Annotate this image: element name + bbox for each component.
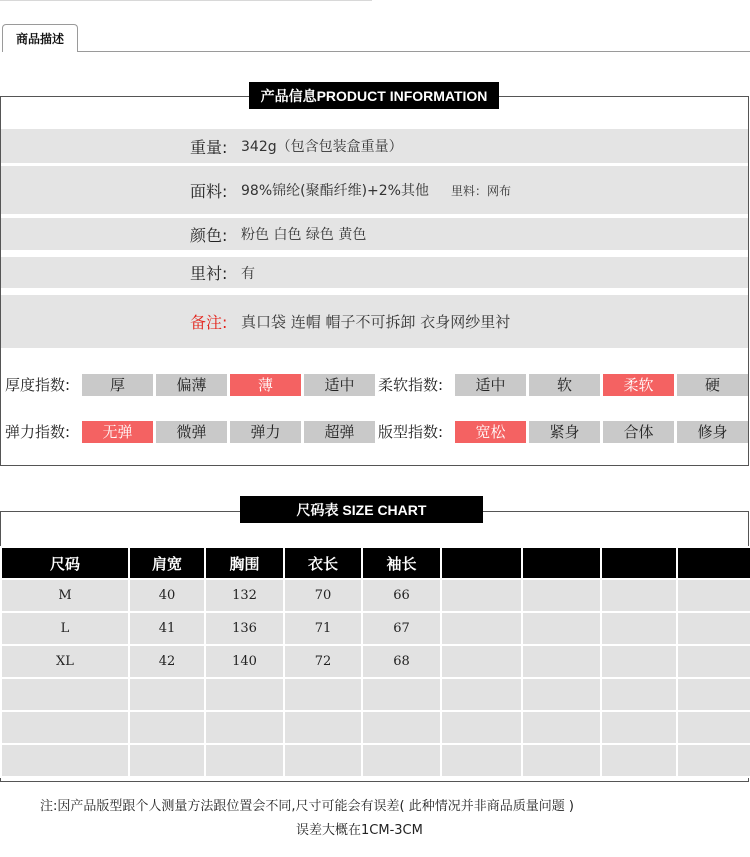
size-cell: 41 — [129, 612, 205, 645]
size-row — [1, 744, 750, 777]
size-chart-title: 尺码表 SIZE CHART — [240, 496, 483, 523]
size-cell — [677, 645, 750, 678]
info-row-subnote: 里料：网布 — [450, 184, 511, 198]
size-cell — [677, 579, 750, 612]
info-row-value — [241, 136, 403, 156]
size-error-range-note: 误差大概在1CM-3CM — [296, 823, 423, 838]
index-label: 柔软指数: — [378, 376, 444, 394]
size-header-cell: 袖长 — [362, 547, 441, 579]
info-row — [1, 166, 748, 214]
size-cell — [441, 579, 522, 612]
size-cell — [129, 678, 205, 711]
size-row — [1, 612, 750, 645]
info-row — [1, 218, 748, 250]
info-row-value-text: 98%锦纶(聚酯纤维)+2%其他 — [241, 183, 429, 199]
size-cell — [129, 744, 205, 777]
size-cell: L — [1, 612, 129, 645]
index-label: 厚度指数: — [5, 376, 71, 394]
size-cell — [441, 645, 522, 678]
size-header-cell — [601, 547, 677, 579]
size-cell — [601, 711, 677, 744]
size-cell — [522, 744, 601, 777]
index-option: 适中 — [455, 374, 526, 396]
size-cell — [677, 612, 750, 645]
size-cell — [362, 678, 441, 711]
size-cell — [284, 711, 362, 744]
index-option: 弹力 — [230, 421, 301, 443]
info-row — [1, 257, 748, 288]
info-row-value-text: 真口袋 连帽 帽子不可拆卸 衣身网纱里衬 — [241, 313, 511, 331]
index-option: 微弹 — [156, 421, 227, 443]
size-cell — [1, 711, 129, 744]
size-cell — [1, 744, 129, 777]
size-cell: 70 — [284, 579, 362, 612]
size-header-cell: 胸围 — [205, 547, 284, 579]
size-header-cell — [522, 547, 601, 579]
size-cell: XL — [1, 645, 129, 678]
size-cell — [441, 678, 522, 711]
size-cell — [205, 744, 284, 777]
info-row-label: 里衬: — [190, 264, 228, 283]
size-cell: 132 — [205, 579, 284, 612]
size-cell — [205, 678, 284, 711]
info-row-value-text: 有 — [241, 265, 255, 282]
info-row-value — [241, 311, 510, 332]
size-disclaimer-note: 注:因产品版型跟个人测量方法跟位置会不同,尺寸可能会有误差( 此种情况并非商品质量问题 ) — [40, 799, 574, 814]
size-cell — [205, 711, 284, 744]
size-cell: 72 — [284, 645, 362, 678]
size-cell — [522, 645, 601, 678]
size-cell — [362, 711, 441, 744]
info-row-value — [241, 263, 255, 283]
size-cell — [284, 678, 362, 711]
index-option: 偏薄 — [156, 374, 227, 396]
tab-baseline — [78, 51, 750, 52]
tab-product-description[interactable]: 商品描述 — [2, 24, 78, 52]
size-cell — [601, 744, 677, 777]
top-divider — [0, 0, 372, 1]
size-header-cell — [441, 547, 522, 579]
size-cell — [522, 678, 601, 711]
size-chart-table — [0, 546, 750, 778]
index-group — [0, 421, 750, 443]
info-row-label: 重量: — [190, 137, 228, 157]
info-row-label: 备注: — [190, 313, 228, 332]
index-option-selected: 薄 — [230, 374, 301, 396]
size-cell — [677, 711, 750, 744]
index-option: 硬 — [677, 374, 748, 396]
size-cell: 40 — [129, 579, 205, 612]
size-cell — [601, 645, 677, 678]
index-option-selected: 无弹 — [82, 421, 153, 443]
index-option: 紧身 — [529, 421, 600, 443]
info-row — [1, 295, 748, 348]
index-option-selected: 柔软 — [603, 374, 674, 396]
info-row-label: 颜色: — [190, 225, 228, 245]
index-option: 适中 — [304, 374, 375, 396]
size-cell — [441, 612, 522, 645]
size-cell: M — [1, 579, 129, 612]
info-row-value — [241, 180, 511, 200]
info-row — [1, 129, 748, 163]
index-option: 合体 — [603, 421, 674, 443]
index-group — [0, 374, 750, 396]
size-cell — [441, 744, 522, 777]
size-header-cell — [677, 547, 750, 579]
size-chart-header-row — [1, 547, 750, 579]
index-option-selected: 宽松 — [455, 421, 526, 443]
size-header-cell: 衣长 — [284, 547, 362, 579]
size-cell: 68 — [362, 645, 441, 678]
size-cell — [441, 711, 522, 744]
info-row-value-text: 342g（包含包装盒重量） — [241, 139, 403, 155]
index-label: 版型指数: — [378, 423, 444, 441]
size-header-cell: 尺码 — [1, 547, 129, 579]
size-cell — [677, 744, 750, 777]
size-cell: 136 — [205, 612, 284, 645]
size-cell — [677, 678, 750, 711]
info-row-label: 面料: — [190, 181, 228, 201]
info-row-value — [241, 224, 366, 244]
size-cell — [1, 678, 129, 711]
size-cell: 66 — [362, 579, 441, 612]
size-cell — [601, 612, 677, 645]
index-option: 厚 — [82, 374, 153, 396]
size-cell — [129, 711, 205, 744]
size-cell: 42 — [129, 645, 205, 678]
index-option: 超弹 — [304, 421, 375, 443]
info-row-value-text: 粉色 白色 绿色 黄色 — [241, 227, 367, 243]
size-row — [1, 645, 750, 678]
size-cell — [522, 711, 601, 744]
size-chart-body — [1, 579, 750, 777]
size-row — [1, 579, 750, 612]
size-cell — [601, 678, 677, 711]
size-cell — [522, 612, 601, 645]
size-row — [1, 711, 750, 744]
size-cell — [601, 579, 677, 612]
index-option: 软 — [529, 374, 600, 396]
size-cell: 71 — [284, 612, 362, 645]
size-header-cell: 肩宽 — [129, 547, 205, 579]
index-label: 弹力指数: — [5, 423, 71, 441]
product-info-title: 产品信息PRODUCT INFORMATION — [249, 82, 499, 109]
size-cell — [522, 579, 601, 612]
size-cell: 67 — [362, 612, 441, 645]
size-cell: 140 — [205, 645, 284, 678]
size-cell — [362, 744, 441, 777]
index-option: 修身 — [677, 421, 748, 443]
size-row — [1, 678, 750, 711]
size-cell — [284, 744, 362, 777]
